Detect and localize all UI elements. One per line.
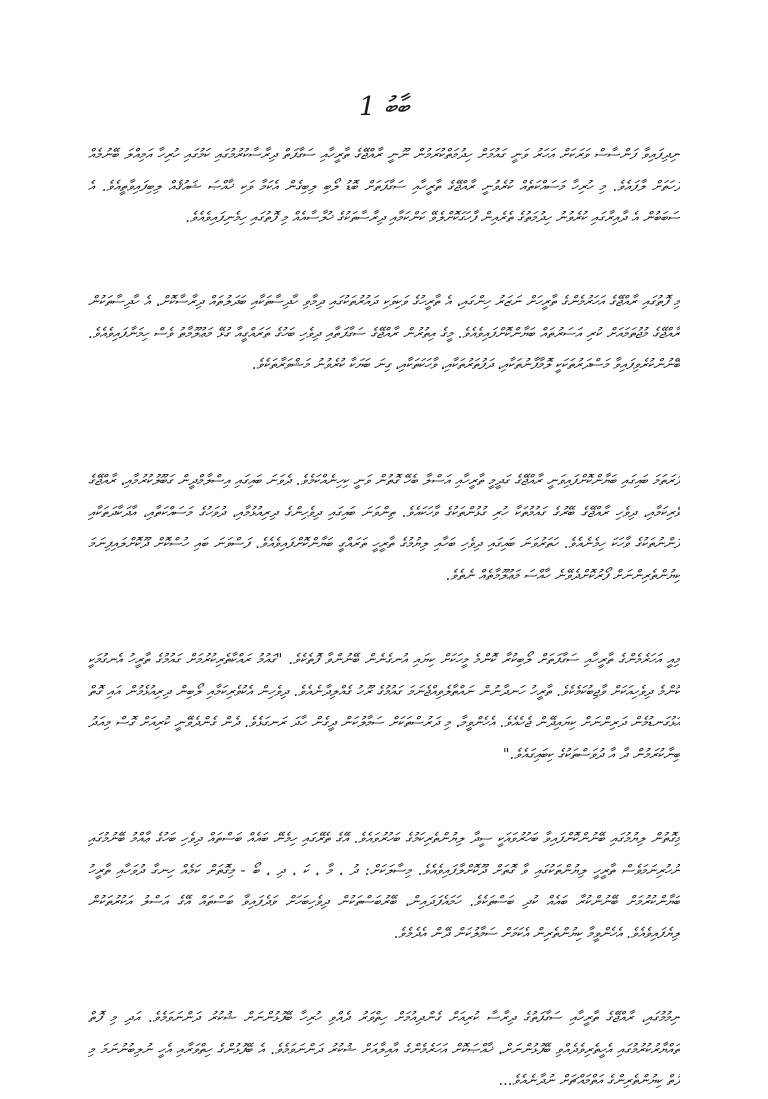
paragraph: މިގޮތުން ލިޔުމުގައި ބޭނުންކޮށްފައިވާ ބަހުރުވައަކީ ސީދާ ލިޔުންތެރިކަމުގެ ބަހުރުވައެވެ. އޭގެ ތެރޭގައި ހިމެނޭ ބައެއް ބަސްތައް ދިވެހި ބަހުގެ ޢާއްމު ބޭނުމުގައި ނުހުރިނަމަވެސް ތާރީހީ ލިޔުންތަކުގައި ވާ ގޮތަށް ދޫކޮށްލާފައިވެއެވެ. މިސާލަކަށް: ދު ، މާ ، ކަ ، ދި ، ބޯ - މިގޮތަށް ކަމެއް ހިނގާ ދުވަހާއި ތާރީހު ބަޔާންކުރުމަށް ބޭނުންކުރާ ބައެއް ކުދި ބަސްތަކެވެ. ހަމައެފަދައިން، ބޭރުބަސްތަކުން ދިވެހިބަހަށް ވަދެފައިވާ ބަސްތައް އޭގެ އަސްލު އަކުރުތަކުން ލިޔެފައިވެއެވެ. އެހެންވީމާ ކިޔުންތެރިން އެކަމަށް ސަމާލުކަން ދޭން އެދެމެވެ. (88, 831, 680, 942)
paragraph: ފުރަތަމަ ބައިގައި ބަޔާންކޮށްފައިވަނީ ރާއްޖޭގެ ގަދީމީ ތާރީހާއި އަސްލާ ބެހޭ ގޮތުން ވަނީ ކިހިނެއްކަމެވެ. ދެވަނަ ބައިގައި އިސްލާމްދީން ގަބޫލުކުރުމާއި، ރާއްޖޭގެ ވެރިކަމާއި، ދިވެހި ރާއްޖޭގެ ބޭރުގެ ގައުމުތަކާ ހުރި ގުޅުންތަކުގެ ވާހަކައެވެ. ތިންވަނަ ބައިގައި ދިވެހިންގެ ދިރިއުޅުމާއި، ދުވަހުގެ މަސައްކަތާއި، އާދަކާދަތަކާއި ފަންނުތަކުގެ ވާހަކަ ހިމެނެއެވެ. ހަތަރުވަނަ ބައިގައި ދިވެހި ބަހާއި ލިޔުމުގެ ތާރީހީ ތަރައްގީ ބަޔާންކޮށްފައިވެއެވެ. ފަސްވަނަ ބައި ހުސްކޮށް ދޫކޮށްލައިފިނަމަ ކިޔުންތެރިންނަށް ފޯރުކޮށްދެވޭނެ ހާއްސަ މަޢުލޫމާތެއް ނެތެވެ. (88, 473, 680, 584)
chapter-title: ބާބު 1 (359, 92, 409, 122)
closing-paragraph: ނިމުމުގައި، ރާއްޖޭގެ ތާރީހާއި ސަގާފަތުގެ ދިރާސާ ކުރިއަށް ގެންދިއުމަށް ހިތްވަރު ދެއްވި ހުރިހާ ބޭފުޅުންނަށް ޝުކުރު ދަންނަވަމެވެ. އަދި މި ފޮތް ތައްޔާރުކުރުމުގައި އެހީތެރިވެދެއްވި ބޭފުޅުންނަށް، ޚާއްޞަކޮށް އަހަރެމެންގެ އާއިލާއަށް ޝުކުރު ދަންނަވަމެވެ. އެ ބޭފުޅުންގެ ހިތްވަރާއި އެހީ ނުލިބުނުނަމަ މި ފޮތް ކިޔުންތެރިންގެ އަތްމައްޗަށް ނުދާނެއެވެ... (88, 1010, 680, 1089)
document-body (88, 140, 680, 1099)
paragraph: މި ފޮތުގައި ރާއްޖޭގެ އަހަރުމެންގެ ތާރީހަށް ނަޒަރު ހިންގައި، އެ ތާރީހުގެ ވަކިވަކި ދައުރުތަކުގައި ދިމާވި ހާދިސާތަކާއި ބަދަލުތައް ދިރާސާކޮށް، އެ ހާދިސާތަކުން ރާއްޖޭގެ މުޖުތަމައަށް ކުރި އަސަރުތައް ބަޔާންކޮށްފައިވެއެވެ. މީގެ އިތުރުން ރާއްޖޭގެ ސަގާފަތާއި ދިވެހި ބަހުގެ ތަރައްގީއާ ގުޅޭ މަޢުލޫމާތު ވެސް ހިމަނާފައިވެއެވެ. ބޭނުންކުރެވިފައިވާ މަސްދަރުތަކަކީ ލޮމާފާނުތަކާއި، ދަފުތަރުތަކާއި، ވާހަކަތަކާއި، ގިނަ ބަޔަކާ ކުރެވުނު މަޝްވަރާތަކެވެ. (88, 294, 680, 373)
paragraph-with-quote: މިއީ އަހަރެމެންގެ ތާރީހާއި ސަގާފަތަށް ލޯބިކުރާ ކޮންމެ މީހަކަށް ކިޔައި އުނގެނެން ބޭނުންވާ ފޮތެކެވެ. "ގައުމު ރައްކާތެރިކުރުމަށް ގައުމުގެ ތާރީހު އެނގުމަކީ ކޮންމެ ދިވެހިއަކަށް ވާޖިބުކަމެކެވެ. ތާރީހު ހަނދާނުން ނައްތާލެވިއްޖެނަމަ ގައުމުގެ ރޫހު ގެއްލިދާނެއެވެ. ދިވެހިން އެކުވެރިކަމާއި ލޯބިން ދިރިއުޅެމުން އައި ގޮތް އަޅުގަނޑުމެން ދަރިންނަށް ކިޔައިދޭން ޖެހެއެވެ. އެހެންވީމާ، މި ދަރުސްތަކަށް ސަމާލުކަން ދީގެން ހާދަ ރަނގަޅެވެ. ދެން ގެންދެވޭނީ ކުރިއަށް ގޮސް މިއަދު ބިނާކުރަމުން ދާ އާ ދުވަސްތަކުގެ ކިބައިގައެވެ." (88, 652, 680, 763)
paragraph: ނިދިފައިވާ ފަންސާސް ވަރަކަށް އަހަރު ވަނީ ގައުމަށް ހިދުމަތްކުރަމުން ނޫނީ ރާއްޖޭގެ ތާރީހާއި ސަގާފަތް ދިރާސާކުރުމުގައި ކަމުގައި ހުރިހާ އަމިއްލަ ބޭނުމެއް ފަހަތަށް ލާފައެވެ. މި ހުރިހާ މަސައްކަތެއް ކުރެވުނީ ރާއްޖޭގެ ތާރީހާއި ސަގާފަތަށް ބޮޑު ލޯބި ލިބިގެން އެކަމާ ވަކި ޚާއްޞަ ޝައުޤެއް ލިބިފައިވާތީއެވެ. އެ ސަބަބުން އެ ދާއިރާގައި ކުރެވުނު ހިދުމަތުގެ ތެރެއިން ފާހަގަކޮށްލެވޭ ކަންކަމާއި ދިރާސާތަކުގެ ޚުލާސާއެއް މި ފޮތުގައި ހިމެނިފައިވެއެވެ. (88, 147, 680, 226)
